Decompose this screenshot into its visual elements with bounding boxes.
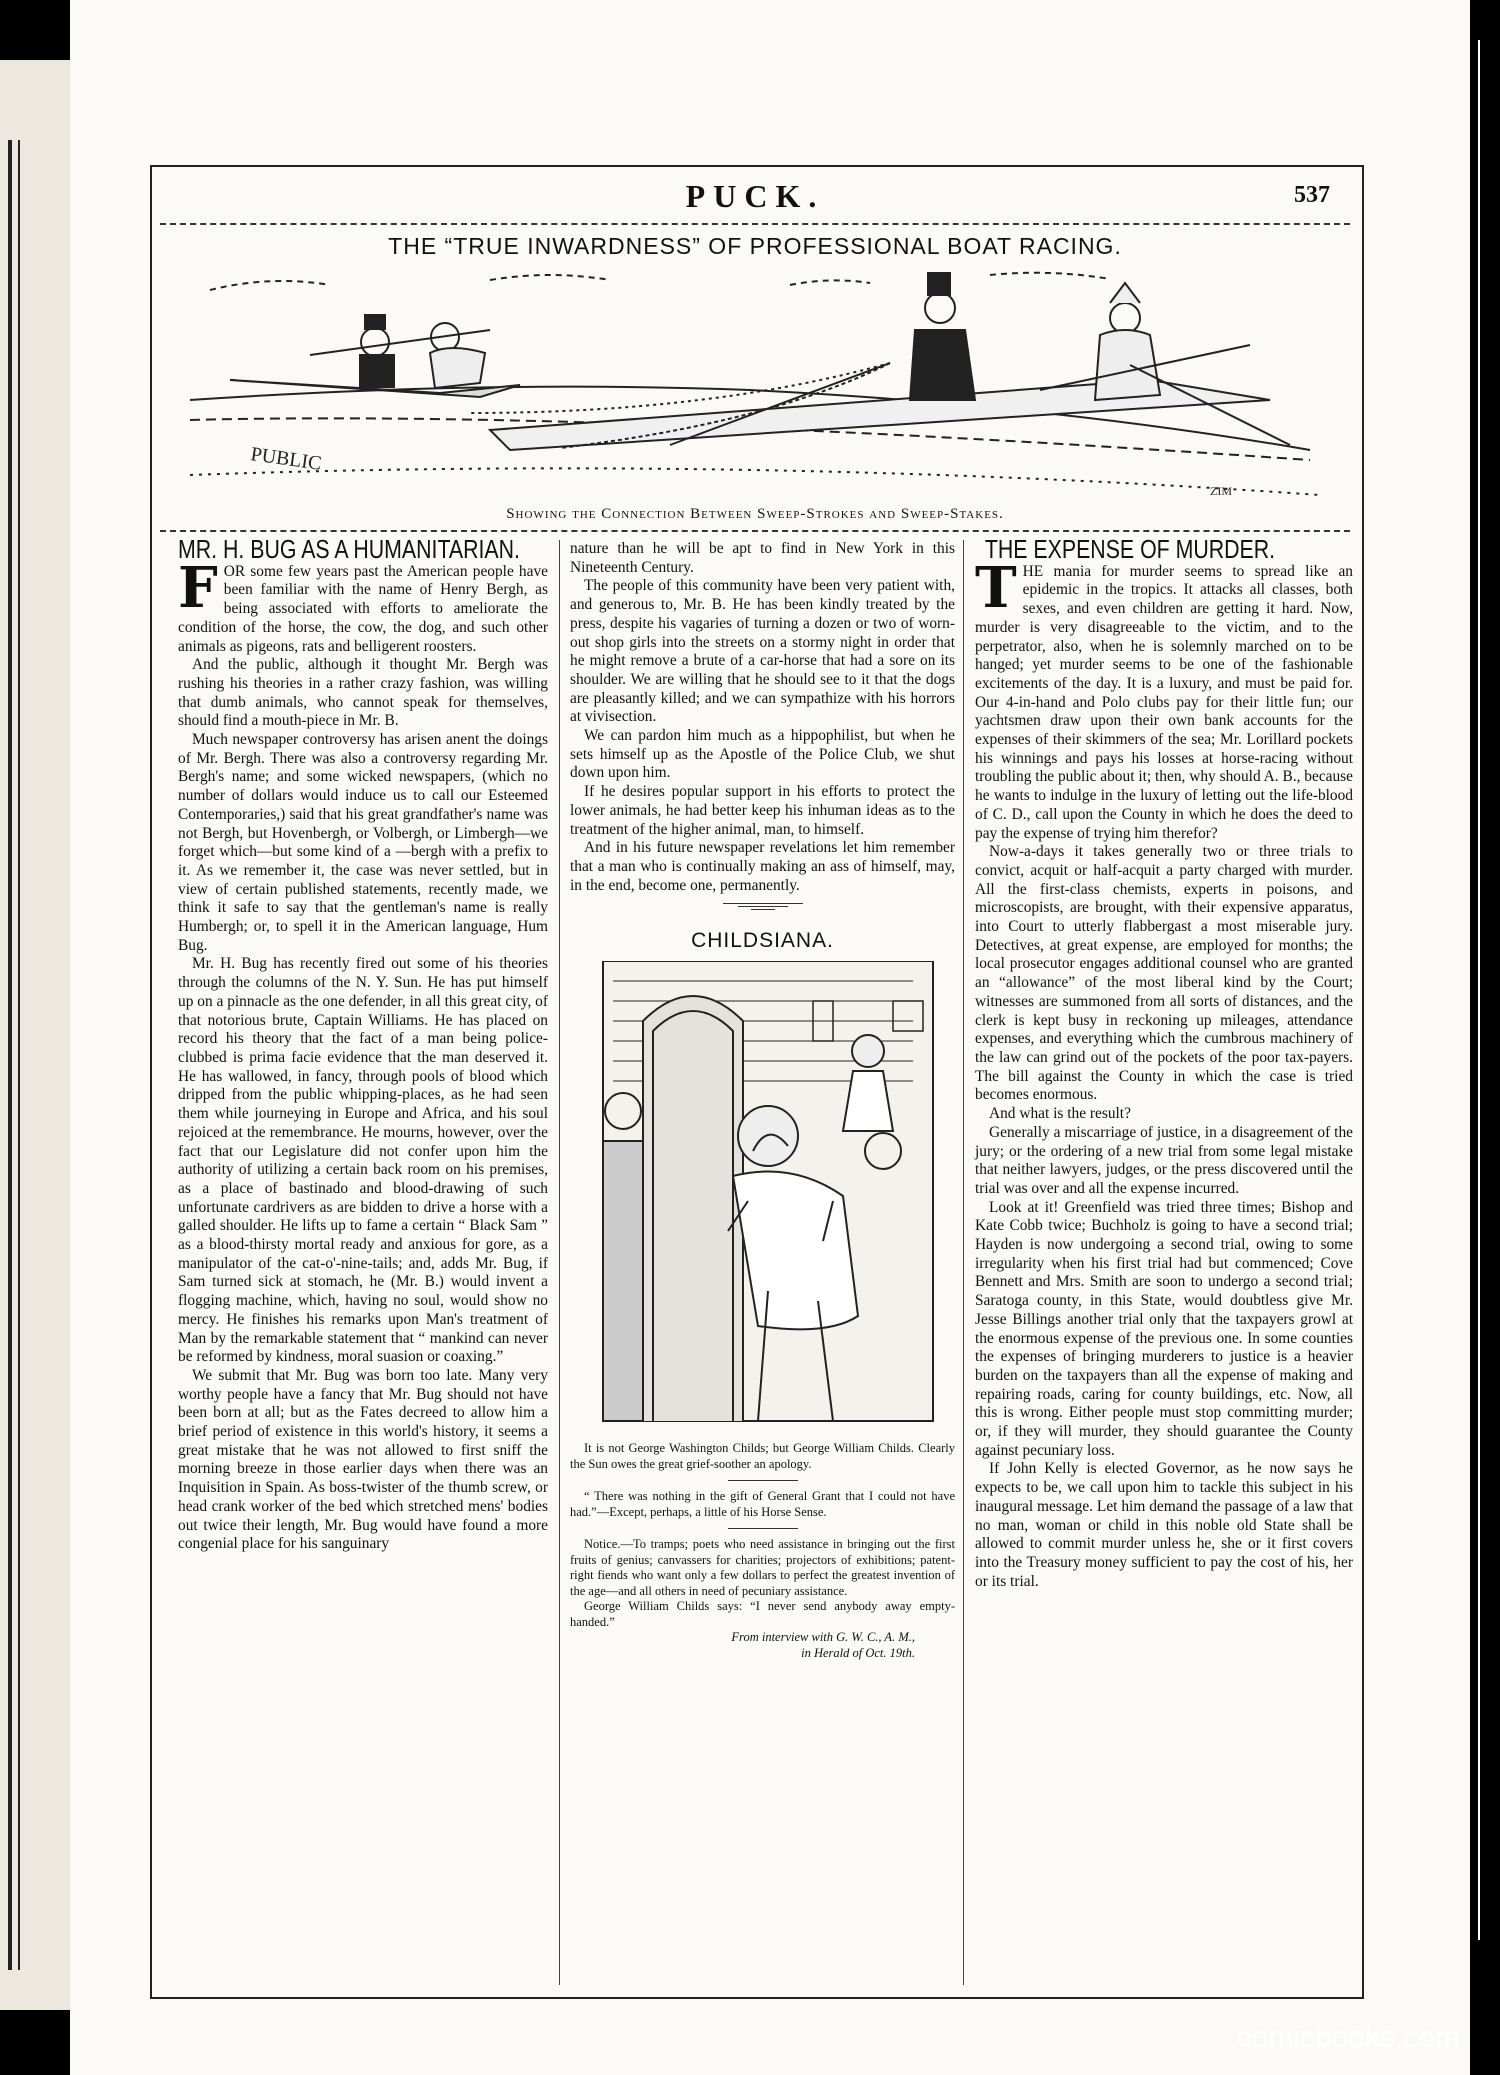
column-3 [975, 534, 1353, 1591]
paragraph: Now-a-days it takes generally two or three trials to convict, acquit or half-acquit a party charged with murder. All the first-class chemists, experts in poisons, and microscopists, are brought, with their expensive apparatus, into Court to utterly flabbergast a most miserable jury. Detectives, at great expense, are employed for months; the local prosecutor engages additional counsel who are granted an “allowance” of the most liberal kind by the Court; witnesses are summoned from all sorts of distances, and the clerk is kept busy in reckoning up mileages, attendance expenses, and everything which the cumbrous machinery of the law can grind out of the pockets of the poor tax-payers. The bill against the County in which the case is tried becomes enormous. [975, 843, 1353, 1104]
childsiana-cartoon [583, 961, 943, 1431]
paragraph: We can pardon him much as a hippophilist, but when he sets himself up as the Apostle of the Police Club, we shut down upon him. [570, 727, 955, 782]
notice: Notice.—To tramps; poets who need assistance in bringing out the first fruits of genius; canvassers for charities; projectors of exhibitions; patent-right fiends who want only a few dollars to perfect the greatest invention of the age—and all others in need of pecuniary assistance. [570, 1537, 955, 1598]
paragraph: The people of this community have been very patient with, and generous to, Mr. B. He has been kindly treated by the press, despite his vagaries of turning a dozen or two of worn-out shop girls into the streets on a stormy night in order that he might remove a brute of a car-horse that had a sore on its shoulder. We are willing that he should see to it that the dogs are pleasantly killed; and we can sympathize with his horrors at vivisection. [570, 577, 955, 726]
page-number: 537 [1294, 182, 1330, 208]
drop-cap: T [975, 554, 1017, 621]
svg-text:ZIM: ZIM [1210, 484, 1232, 498]
article-title: THE EXPENSE OF MURDER. [984, 534, 1276, 564]
article-title: MR. H. BUG AS A HUMANITARIAN. [178, 534, 520, 564]
cartoon-title: THE “TRUE INWARDNESS” OF PROFESSIONAL BOAT RACING. [388, 233, 1122, 259]
source-line: in Herald of Oct. 19th. [801, 1645, 915, 1660]
cartoon-caption: Showing the Connection Between Sweep-Strokes and Sweep-Stakes. [506, 506, 1004, 522]
watermark: comicbooks.com [1236, 2021, 1460, 2054]
masthead-title: PUCK. [685, 178, 825, 214]
paragraph: We submit that Mr. Bug was born too late. Many very worthy people have a fancy that Mr. Bug should not have been born at all; but as the Fates decreed to allow him a brief period of existence in this world's history, it seems a great mistake that he was not allowed to first sniff the morning breeze in those earlier days when there was an Inquisition in Spain. As boss-twister of the thumb screw, or head crank worker of the bed which stretched mens' bodies out twice their length, Mr. Bug would have found a more congenial place for his sanguinary [178, 1366, 548, 1553]
paragraph: And in his future newspaper revelations let him remember that a man who is continually making an ass of himself, may, in the end, become one, permanently. [570, 839, 955, 894]
masthead [150, 178, 1360, 218]
column-1 [178, 534, 548, 1554]
column-rule [559, 540, 560, 1985]
cartoon-divider [160, 530, 1350, 532]
paragraph: Look at it! Greenfield was tried three times; Bishop and Kate Cobb twice; Buchholz is going to have a second trial; Hayden is now undergoing a second trial, owing to some irregularity when his first trial had but commenced; Cove Bennett and Mrs. Smith are soon to undergo a second trial; Saratoga county, in this State, would doubtless give Mr. Jesse Billings another trial only that the taxpayers growl at the enormous expense of the previous one. In some counties the expenses of bringing murderers to justice is a heavier burden on the taxpayers than all the expense of making and repairing roads, caring for county buildings, etc. Now, all this is wrong. Either people must stop committing murder; or, if they will murder, they should guarantee the County against pecuniary loss. [975, 1198, 1353, 1459]
boat-racing-cartoon [190, 255, 1320, 505]
masthead-divider [160, 223, 1350, 225]
scan-border [1470, 0, 1500, 2075]
cartoon-caption: It is not George Washington Childs; but George William Childs. Clearly the Sun owes the great grief-soother an apology. [570, 1441, 955, 1471]
divider [728, 1480, 798, 1481]
quote: George William Childs says: “I never send anybody away empty-handed.” [570, 1599, 955, 1629]
paragraph: If John Kelly is elected Governor, as he now says he expects to be, we call upon him to tackle this subject in his inaugural message. Let him demand the passage of a law that no man, woman or child in this noble old State shall be allowed to commit murder unless he, she or it first covers into the Treasury money sufficient to pay the cost of his, her or its trial. [975, 1460, 1353, 1590]
paragraph: If he desires popular support in his efforts to protect the lower animals, he had better keep his inhuman ideas as to the treatment of the higher animal, man, to himself. [570, 783, 955, 838]
section-title: CHILDSIANA. [691, 929, 834, 953]
source-line: From interview with G. W. C., A. M., [731, 1630, 915, 1645]
ornament-divider [570, 903, 955, 910]
paragraph: HE mania for murder seems to spread like an epidemic in the tropics. It attacks all classes, both sexes, and even children are getting it hard. Now, murder is very disagreeable to the victim, and to the perpetrator, also, when he is solemnly marched on to be hanged; yet murder seems to be one of the fashionable excitements of the day. It is a luxury, and must be paid for. Our 4-in-hand and Polo clubs pay for their little fun; our yachtsmen draw upon their own bank accounts for the expenses of their skimmers of the sea; Mr. Lorillard pockets his winnings and pays his losses at horse-racing without troubling the public about it; then, why should A. B., because he wants to indulge in the luxury of letting out the life-blood of C. D., call upon the County in which he does the deed to pay the expense of trying him therefor? [975, 562, 1353, 842]
paragraph: And the public, although it thought Mr. Bergh was rushing his theories in a rather crazy fashion, was willing that dumb animals, who cannot speak for themselves, should find a mouth-piece in Mr. B. [178, 656, 548, 730]
paragraph: Much newspaper controversy has arisen anent the doings of Mr. Bergh. There was also a controversy regarding Mr. Bergh's name; and some wicked newspapers, (which no number of dollars would induce us to call our Esteemed Contemporaries,) said that his great grandfather's name was not Bergh, but Hovenbergh, or Volbergh, or Limbergh—we forget which—but some kind of a —bergh with a prefix to it. As we remember it, the case was never settled, but in view of certain published statements, recently made, we think it safe to say that the gentleman's name is really Humbergh; or, to spell it in the American language, Hum Bug. [178, 731, 548, 954]
paragraph: nature than he will be apt to find in New York in this Nineteenth Century. [570, 540, 955, 576]
paragraph: And what is the result? [989, 1105, 1131, 1123]
paragraph: OR some few years past the American people have been familiar with the name of Henry Bergh, as being associated with efforts to ameliorate the condition of the horse, the cow, the dog, and such other animals as pigeons, rats and belligerent roosters. [178, 562, 548, 655]
paragraph: Mr. H. Bug has recently fired out some of his theories through the columns of the N. Y. Sun. He has put himself up on a pinnacle as the one defender, in all this great city, of that notorious brute, Captain Williams. He has placed on record his theory that the fact of a man being police-clubbed is prima facie evidence that the man deserved it. He has wallowed, in fancy, through pools of blood which dripped from the public whipping-places, as he had seen them while journeying in Europe and Africa, and his soul rejoiced at the remembrance. He mourns, however, over the fact that our Legislature did not confer upon him the authority of utilizing a certain back room on his premises, as a place of bastinado and blood-drawing of such unfortunate cardrivers as are bidden to drive a horse with a galled shoulder. He lifts up to fame a certain “ Black Sam ” as a blood-thirsty mortal ready and anxious for gore, as a manipulator of the cat-o'-nine-tails; and, adds Mr. Bug, if Sam turned sick at stomach, he (Mr. B.) would invent a flogging machine, which, having no soul, would show no mercy. He finishes his remarks upon Man's treatment of Man by the remarkable statement that “ mankind can never be reformed by kindness, moral suasion or coaxing.” [178, 955, 548, 1366]
quote: “ There was nothing in the gift of General Grant that I could not have had.”—Except, perhaps, a little of his Horse Sense. [570, 1489, 955, 1519]
drop-cap: F [178, 554, 218, 621]
paragraph: Generally a miscarriage of justice, in a disagreement of the jury; or the ordering of a new trial from some legal mistake that neither lawyers, judges, or the press discovered until the trial was over and all the expense incurred. [975, 1123, 1353, 1197]
divider [728, 1528, 798, 1529]
svg-text:PUBLIC: PUBLIC [249, 443, 323, 475]
column-rule [963, 540, 964, 1985]
column-2 [570, 540, 955, 1661]
previous-page-edge [0, 60, 70, 2010]
